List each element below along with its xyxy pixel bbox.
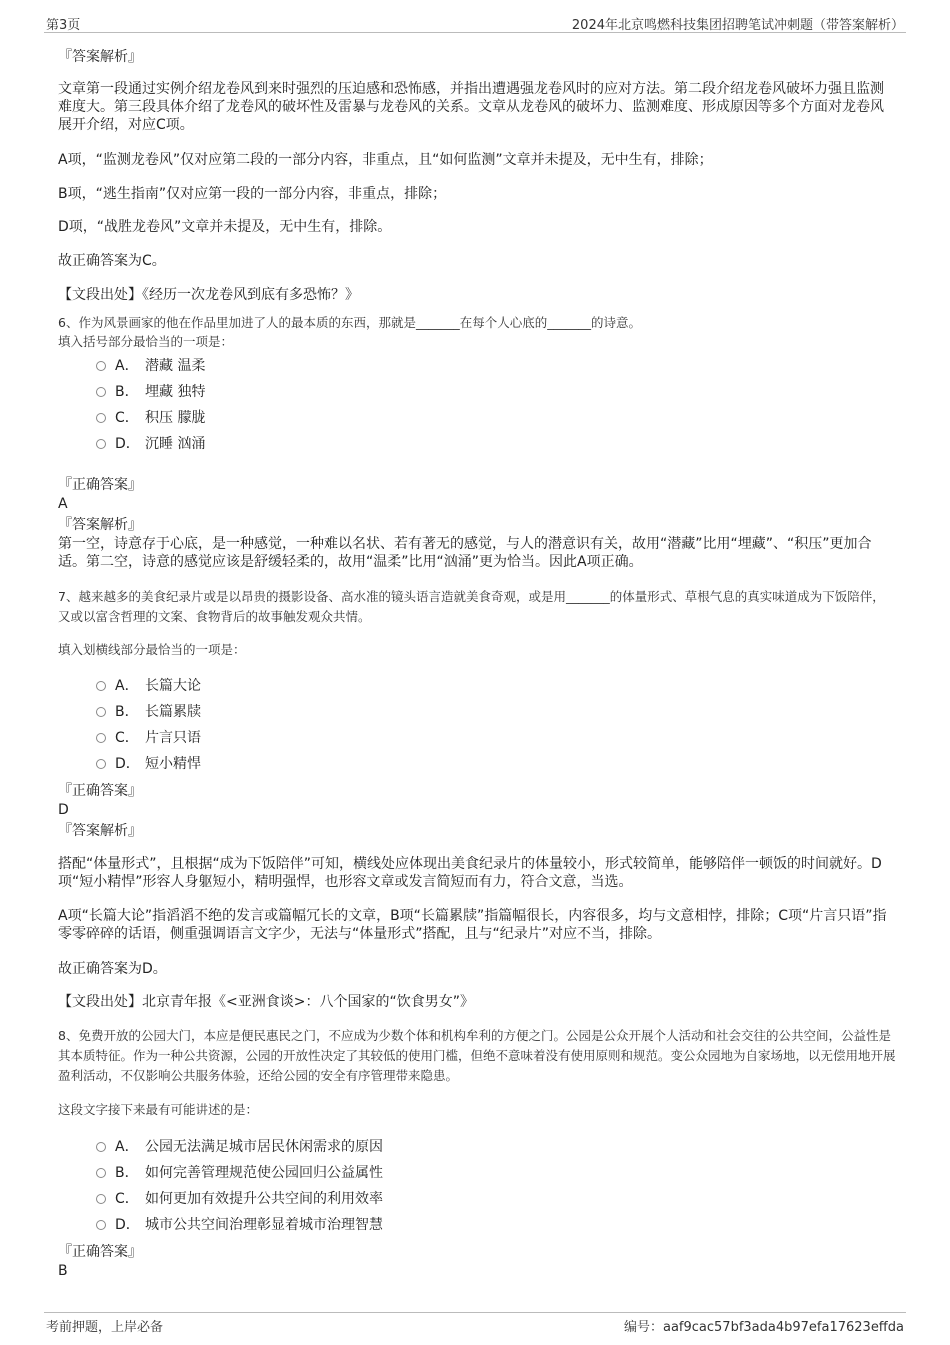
option-text: 埋藏 独特 (145, 384, 206, 400)
q7-option-c[interactable] (96, 729, 201, 747)
q8-prompt: 这段文字接下来最有可能讲述的是： (58, 1102, 259, 1117)
option-text: 片言只语 (145, 730, 201, 746)
radio-icon[interactable] (96, 733, 106, 743)
radio-icon[interactable] (96, 1220, 106, 1230)
q5-analysis-p4: D项，“战胜龙卷风”文章并未提及，无中生有，排除。 (58, 219, 392, 235)
q8-option-d[interactable] (96, 1216, 383, 1234)
q7-source: 【文段出处】北京青年报《<亚洲食谈>：八个国家的“饮食男女”》 (58, 994, 474, 1010)
radio-icon[interactable] (96, 361, 106, 371)
option-letter: C． (115, 1191, 139, 1207)
option-text: 城市公共空间治理彰显着城市治理智慧 (145, 1217, 383, 1233)
option-letter: B． (115, 384, 139, 400)
q7-answer: D (58, 802, 69, 818)
radio-icon[interactable] (96, 681, 106, 691)
option-text: 短小精悍 (145, 756, 201, 772)
radio-icon[interactable] (96, 759, 106, 769)
q5-analysis-label: 『答案解析』 (58, 49, 142, 65)
radio-icon[interactable] (96, 707, 106, 717)
q6-analysis-label: 『答案解析』 (58, 517, 142, 533)
q5-conclusion: 故正确答案为C。 (58, 253, 166, 269)
footer-slogan: 考前押题，上岸必备 (46, 1320, 164, 1335)
radio-icon[interactable] (96, 413, 106, 423)
q8-option-c[interactable] (96, 1190, 383, 1208)
q8-answer: B (58, 1263, 68, 1279)
option-letter: A． (115, 1139, 139, 1155)
option-letter: B． (115, 704, 139, 720)
q7-conclusion: 故正确答案为D。 (58, 961, 167, 977)
option-letter: D． (115, 756, 140, 772)
q8-option-a[interactable] (96, 1138, 383, 1156)
document-serial: 编号：aaf9cac57bf3ada4b97efa17623effda (623, 1320, 904, 1335)
option-text: 沉睡 汹涌 (145, 436, 206, 452)
option-text: 公园无法满足城市居民休闲需求的原因 (145, 1139, 383, 1155)
q8-answer-label: 『正确答案』 (58, 1244, 142, 1260)
option-letter: C． (115, 410, 139, 426)
radio-icon[interactable] (96, 1194, 106, 1204)
option-letter: C． (115, 730, 139, 746)
radio-icon[interactable] (96, 1142, 106, 1152)
q7-analysis-label: 『答案解析』 (58, 823, 142, 839)
option-text: 长篇大论 (145, 678, 201, 694)
q7-analysis-p1: 搭配“体量形式”，且根据“成为下饭陪伴”可知，横线处应体现出美食纪录片的体量较小，形式较简单，能够陪伴一顿饭的时间就好。D项“短小精悍”形容人身躯短小，精明强悍，也形容文章或发言简短而有力，符合文意，当选。 (58, 856, 882, 890)
option-text: 积压 朦胧 (145, 410, 206, 426)
page-header (44, 12, 906, 33)
q5-analysis-p2: A项，“监测龙卷风”仅对应第二段的一部分内容，非重点，且“如何监测”文章并未提及，无中生有，排除； (58, 152, 713, 168)
option-text: 潜藏 温柔 (145, 358, 206, 374)
option-letter: D． (115, 1217, 140, 1233)
q6-option-d[interactable] (96, 435, 205, 453)
q8-option-b[interactable] (96, 1164, 383, 1182)
radio-icon[interactable] (96, 439, 106, 449)
option-text: 如何更加有效提升公共空间的利用效率 (145, 1191, 383, 1207)
option-text: 长篇累牍 (145, 704, 201, 720)
q8-stem: 8、免费开放的公园大门，本应是便民惠民之门，不应成为少数个体和机构牟利的方便之门。公园是公众开展个人活动和社会交往的公共空间，公益性是其本质特征。作为一种公共资源，公园的开放性决定了其较低的使用门槛，但绝不意味着没有使用原则和规范。变公众园地为自家场地，以无偿用地开展盈利活动，不仅影响公共服务体验，还给公园的安全有序管理带来隐患。 (58, 1028, 896, 1083)
q7-stem: 7、越来越多的美食纪录片或是以昂贵的摄影设备、高水准的镜头语言造就美食奇观，或是用_______的体量形式、草根气息的真实味道成为下饭陪伴，又或以富含哲理的文案、食物背后的故事触发观众共情。 (58, 589, 885, 624)
radio-icon[interactable] (96, 387, 106, 397)
q6-prompt: 填入括号部分最恰当的一项是： (58, 334, 234, 349)
option-letter: B． (115, 1165, 139, 1181)
option-letter: A． (115, 678, 139, 694)
q7-analysis-p2: A项“长篇大论”指滔滔不绝的发言或篇幅冗长的文章，B项“长篇累牍”指篇幅很长，内容很多，均与文意相悖，排除；C项“片言只语”指零零碎碎的话语，侧重强调语言文字少，无法与“体量形式”搭配，且与“纪录片”对应不当，排除。 (58, 908, 887, 942)
radio-icon[interactable] (96, 1168, 106, 1178)
q5-analysis-p3: B项，“逃生指南”仅对应第一段的一部分内容，非重点，排除； (58, 186, 447, 202)
page-number: 第3页 (46, 18, 81, 33)
q5-analysis-p1: 文章第一段通过实例介绍龙卷风到来时强烈的压迫感和恐怖感，并指出遭遇强龙卷风时的应对方法。第二段介绍龙卷风破坏力强且监测难度大。第三段具体介绍了龙卷风的破坏性及雷暴与龙卷风的关系。文章从龙卷风的破坏力、监测难度、形成原因等多个方面对龙卷风展开介绍，对应C项。 (58, 81, 884, 133)
page-footer (44, 1312, 906, 1335)
option-letter: A． (115, 358, 139, 374)
option-text: 如何完善管理规范使公园回归公益属性 (145, 1165, 383, 1181)
q5-source: 【文段出处】《经历一次龙卷风到底有多恐怖？》 (58, 287, 359, 303)
q7-option-a[interactable] (96, 677, 201, 695)
q7-option-d[interactable] (96, 755, 201, 773)
q6-answer-label: 『正确答案』 (58, 477, 142, 493)
q6-stem: 6、作为风景画家的他在作品里加进了人的最本质的东西，那就是_______在每个人心底的_______的诗意。 (58, 315, 641, 330)
q6-option-c[interactable] (96, 409, 205, 427)
document-title: 2024年北京鸣燃科技集团招聘笔试冲刺题（带答案解析） (571, 18, 904, 33)
q6-analysis: 第一空，诗意存于心底，是一种感觉，一种难以名状、若有著无的感觉，与人的潜意识有关，故用“潜藏”比用“埋藏”、“积压”更加合适。第二空，诗意的感觉应该是舒缓轻柔的，故用“温柔”比用“汹涌”更为恰当。因此A项正确。 (58, 536, 872, 570)
q7-answer-label: 『正确答案』 (58, 783, 142, 799)
q6-answer: A (58, 496, 68, 512)
option-letter: D． (115, 436, 140, 452)
q6-option-a[interactable] (96, 357, 205, 375)
q7-option-b[interactable] (96, 703, 201, 721)
q7-prompt: 填入划横线部分最恰当的一项是： (58, 642, 246, 657)
q6-option-b[interactable] (96, 383, 205, 401)
